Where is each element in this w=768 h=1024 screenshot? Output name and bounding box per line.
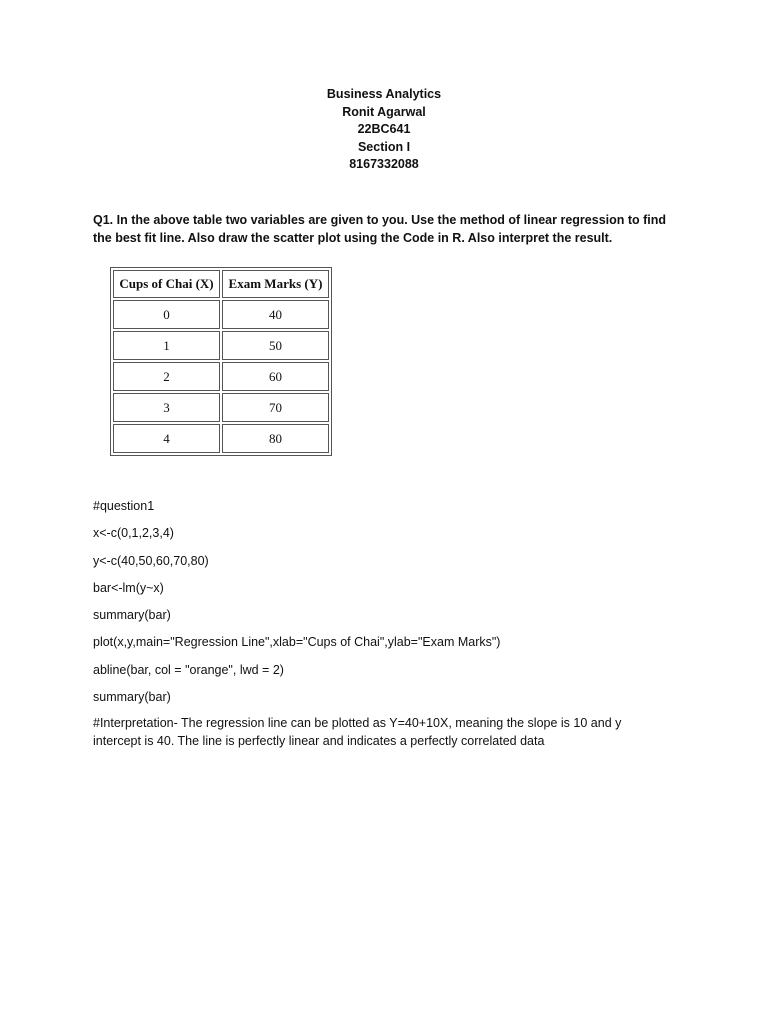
data-table [110, 267, 332, 456]
table-row [113, 362, 329, 391]
phone-number: 8167332088 [349, 157, 419, 171]
table-row [113, 331, 329, 360]
table-cell-y: 60 [222, 362, 329, 391]
table-row [113, 300, 329, 329]
course-title: Business Analytics [326, 87, 442, 101]
table-row [113, 393, 329, 422]
table-cell-y: 40 [222, 300, 329, 329]
code-line: #question1 [93, 499, 155, 513]
table-cell-x: 2 [113, 362, 220, 391]
table-cell-x: 3 [113, 393, 220, 422]
table-header-row [113, 270, 329, 298]
question-text: Q1. In the above table two variables are given to you. Use the method of linear regression to find the best fit line. Also draw the scatter plot using the Code in R. Also interpret the result. [93, 213, 667, 245]
data-table-container [110, 267, 332, 456]
column-header-x: Cups of Chai (X) [113, 270, 220, 298]
code-line: y<-c(40,50,60,70,80) [93, 553, 209, 568]
table-cell-x: 4 [113, 424, 220, 453]
student-name: Ronit Agarwal [342, 104, 426, 119]
table-cell-y: 70 [222, 393, 329, 422]
table-row [113, 424, 329, 453]
code-line: x<-c(0,1,2,3,4) [93, 526, 174, 541]
code-line: summary(bar) [93, 690, 171, 705]
code-line: bar<-lm(y~x) [93, 580, 164, 595]
table-cell-y: 50 [222, 331, 329, 360]
roll-number: 22BC641 [357, 122, 411, 136]
section-label: Section I [357, 139, 411, 154]
column-header-y: Exam Marks (Y) [222, 270, 329, 298]
table-cell-x: 0 [113, 300, 220, 329]
table-cell-x: 1 [113, 331, 220, 360]
code-line: summary(bar) [93, 608, 171, 623]
code-line: plot(x,y,main="Regression Line",xlab="Cups of Chai",ylab="Exam Marks") [93, 635, 501, 650]
r-code-block [93, 497, 693, 715]
table-cell-y: 80 [222, 424, 329, 453]
interpretation-text: #Interpretation- The regression line can be plotted as Y=40+10X, meaning the slope is 10 and y intercept is 40. The line is perfectly linear and indicates a perfectly correlated data [93, 716, 622, 748]
document-header [0, 86, 768, 174]
code-line: abline(bar, col = "orange", lwd = 2) [93, 662, 284, 677]
